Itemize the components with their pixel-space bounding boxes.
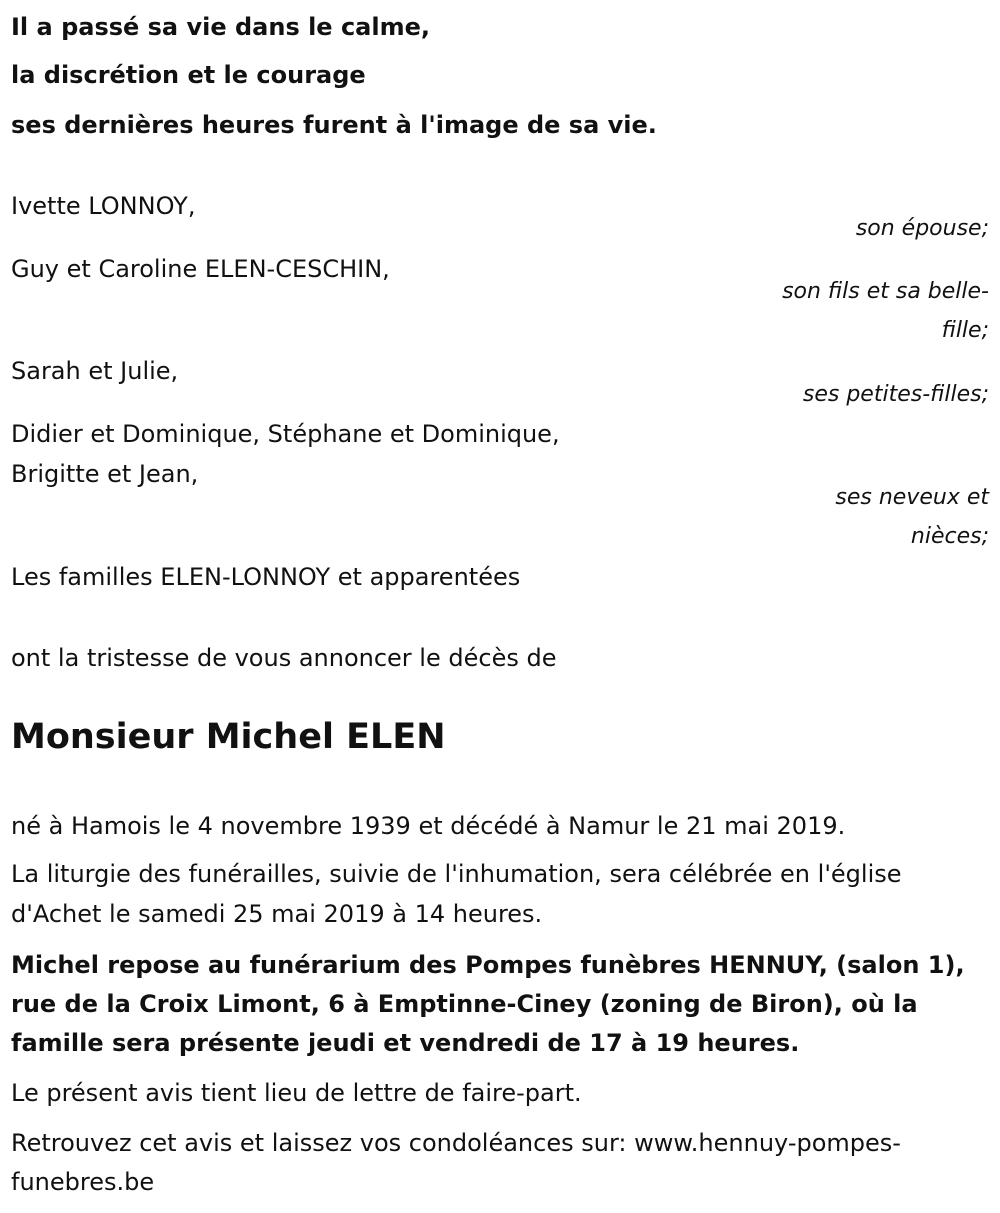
birth-death: né à Hamois le 4 novembre 1939 et décédé à Namur le 21 mai 2019. [11,812,846,840]
family-son-relation-line-2: fille; [941,318,989,343]
visitation-line-2: rue de la Croix Limont, 6 à Emptinne-Ciney (zoning de Biron), où la [11,990,918,1018]
announcement: ont la tristesse de vous annoncer le décès de [11,644,557,672]
notice: Le présent avis tient lieu de lettre de faire-part. [11,1079,582,1107]
family-son-relation-line-1: son fils et sa belle- [782,279,989,304]
family-nephews-relation-line-2: nièces; [910,524,989,549]
family-nephews-relation-line-1: ses neveux et [835,485,989,510]
liturgy-line-1: La liturgie des funérailles, suivie de l'inhumation, sera célébrée en l'église [11,860,902,888]
condolences-line-2: funebres.be [11,1168,155,1196]
deceased-name: Monsieur Michel ELEN [11,717,446,757]
visitation-line-3: famille sera présente jeudi et vendredi de 17 à 19 heures. [11,1029,800,1057]
epigraph-line-3: ses dernières heures furent à l'image de sa vie. [11,111,657,139]
family-granddaughters-name: Sarah et Julie, [11,357,179,385]
family-son-name: Guy et Caroline ELEN-CESCHIN, [11,255,390,283]
families-line: Les familles ELEN-LONNOY et apparentées [11,563,521,591]
epigraph-line-2: la discrétion et le courage [11,61,366,89]
family-spouse-relation: son épouse; [855,216,989,241]
family-nephews-name-line-1: Didier et Dominique, Stéphane et Dominique, [11,420,560,448]
epigraph-line-1: Il a passé sa vie dans le calme, [11,13,430,41]
condolences-line-1: Retrouvez cet avis et laissez vos condoléances sur: www.hennuy-pompes- [11,1129,901,1157]
family-nephews-name-line-2: Brigitte et Jean, [11,460,199,488]
visitation-line-1: Michel repose au funérarium des Pompes funèbres HENNUY, (salon 1), [11,951,965,979]
liturgy-line-2: d'Achet le samedi 25 mai 2019 à 14 heures. [11,900,543,928]
family-spouse-name: Ivette LONNOY, [11,192,196,220]
family-granddaughters-relation: ses petites-filles; [802,382,989,407]
